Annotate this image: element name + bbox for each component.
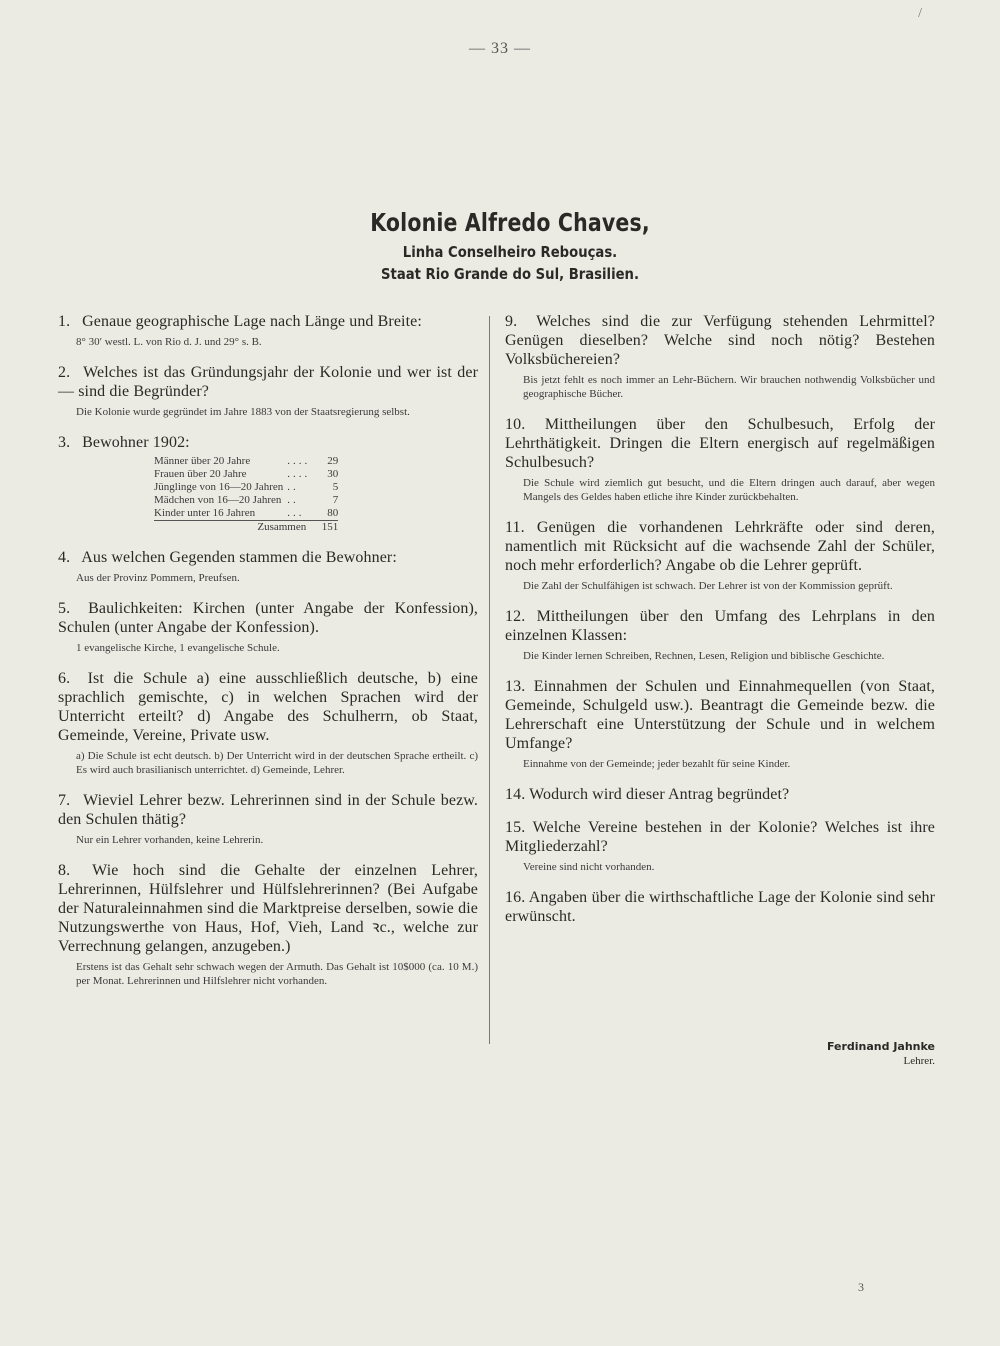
question-1 xyxy=(58,312,478,349)
row-dots: ... xyxy=(287,507,305,519)
question-11 xyxy=(505,518,935,593)
right-column xyxy=(505,312,935,940)
table-row xyxy=(154,481,338,494)
row-value: 5 xyxy=(332,481,339,493)
question-text: Einnahmen der Schulen und Einnahmequellen (von Staat, Gemeinde, Schulgeld usw.). Beantragt die Gemeinde bezw. die Lehrerschaft eine Unterstützung der Schule und in welchem Umfange? xyxy=(505,678,935,752)
question-9 xyxy=(505,312,935,401)
row-dots: .. xyxy=(287,481,299,493)
total-row xyxy=(154,521,338,535)
row-value: 80 xyxy=(327,507,339,519)
question-7 xyxy=(58,791,478,847)
question-text: Welche Vereine bestehen in der Kolonie? Welches ist ihre Mitgliederzahl? xyxy=(505,819,936,855)
row-dots: .... xyxy=(287,455,311,467)
question-number: 7. xyxy=(58,792,71,809)
question-4 xyxy=(58,548,478,585)
table-row xyxy=(154,494,338,507)
answer-text: Erstens ist das Gehalt sehr schwach wegen der Armuth. Das Gehalt ist 10$000 (ca. 10 M.) per Monat. Lehrerinnen und Hilfslehrer nicht vorhanden. xyxy=(76,961,478,987)
question-number: 13. xyxy=(505,678,526,695)
question-number: 8. xyxy=(58,862,71,879)
question-text: Baulichkeiten: Kirchen (unter Angabe der Konfession), Schulen (unter Angabe der Konfession). xyxy=(58,600,478,636)
page-subtitle-location: Staat Rio Grande do Sul, Brasilien. xyxy=(381,265,639,283)
row-dots: .... xyxy=(287,468,311,480)
question-number: 12. xyxy=(505,608,526,625)
question-10 xyxy=(505,415,935,504)
signature-role: Lehrer. xyxy=(903,1055,935,1067)
question-number: 2. xyxy=(58,364,71,381)
question-number: 4. xyxy=(58,549,71,566)
answer-text: Bis jetzt fehlt es noch immer an Lehr-Büchern. Wir brauchen nothwendig Volksbücher und geographische Bücher. xyxy=(523,374,935,400)
footer-mark: 3 xyxy=(858,1280,864,1294)
row-value: 30 xyxy=(327,468,339,480)
signature-block xyxy=(760,1040,935,1067)
answer-text: a) Die Schule ist echt deutsch. b) Der Unterricht wird in der deutschen Sprache ertheilt. c) Es wird auch brasilianisch unterrichtet. d) Gemeinde, Lehrer. xyxy=(76,750,478,776)
table-row xyxy=(154,455,338,468)
answer-text: Die Kolonie wurde gegründet im Jahre 1883 von der Staatsregierung selbst. xyxy=(76,406,410,418)
question-number: 14. xyxy=(505,786,526,803)
answer-text: Nur ein Lehrer vorhanden, keine Lehrerin. xyxy=(76,834,264,846)
title-block xyxy=(0,208,1000,283)
question-8 xyxy=(58,861,478,988)
page-subtitle: Linha Conselheiro Rebouças. xyxy=(402,243,618,261)
question-number: 15. xyxy=(505,819,526,836)
answer-text: Aus der Provinz Pommern, Preufsen. xyxy=(76,572,240,584)
question-2 xyxy=(58,363,478,419)
row-label: Kinder unter 16 Jahren xyxy=(154,507,256,519)
question-text: Wodurch wird dieser Antrag begründet? xyxy=(529,786,790,803)
table-row xyxy=(154,468,338,481)
question-15 xyxy=(505,818,935,874)
question-16 xyxy=(505,888,935,926)
question-text: Wie hoch sind die Gehalte der einzelnen Lehrer, Lehrerinnen, Hülfslehrer und Hülfslehrerinnen? (Bei Aufgabe der Naturaleinnahmen sind die Marktpreise derselben, sowie die Nutzungswerthe von Haus, Hof, Vieh, Land ꝛc., welche zur Verrechnung gelangen, anzugeben.) xyxy=(58,862,479,955)
question-text: Aus welchen Gegenden stammen die Bewohner: xyxy=(81,549,397,566)
signature-name: Ferdinand Jahnke xyxy=(826,1040,935,1053)
question-12 xyxy=(505,607,935,663)
answer-text: 8° 30′ westl. L. von Rio d. J. und 29° s. B. xyxy=(76,336,262,348)
row-label: Mädchen von 16—20 Jahren xyxy=(154,494,282,506)
question-text: Bewohner 1902: xyxy=(82,434,190,451)
question-text: Welches ist das Gründungsjahr der Kolonie und wer ist der — sind die Begründer? xyxy=(58,364,479,400)
left-column xyxy=(58,312,478,1002)
question-14 xyxy=(505,785,935,804)
question-number: 1. xyxy=(58,313,71,330)
question-number: 6. xyxy=(58,670,71,687)
question-5 xyxy=(58,599,478,655)
corner-mark: / xyxy=(918,6,922,21)
answer-text: 1 evangelische Kirche, 1 evangelische Schule. xyxy=(76,642,280,654)
question-text: Wieviel Lehrer bezw. Lehrerinnen sind in der Schule bezw. den Schulen thätig? xyxy=(58,792,479,828)
question-number: 11. xyxy=(505,519,525,536)
question-13 xyxy=(505,677,935,771)
table-row xyxy=(154,507,338,521)
question-number: 3. xyxy=(58,434,71,451)
population-table xyxy=(154,455,338,534)
question-3 xyxy=(58,433,478,534)
answer-text: Die Schule wird ziemlich gut besucht, und die Eltern dringen auch darauf, aber wegen Mangels des Geldes haben etliche ihre Kinder zurückbehalten. xyxy=(523,477,935,503)
question-number: 10. xyxy=(505,416,526,433)
question-text: Angaben über die wirthschaftliche Lage der Kolonie sind sehr erwünscht. xyxy=(505,889,935,925)
answer-text: Die Zahl der Schulfähigen ist schwach. Der Lehrer ist von der Kommission geprüft. xyxy=(523,580,893,592)
column-divider xyxy=(489,316,490,1044)
row-value: 29 xyxy=(327,455,339,467)
row-value: 7 xyxy=(332,494,339,506)
row-label: Männer über 20 Jahre xyxy=(154,455,251,467)
row-label: Jünglinge von 16—20 Jahren xyxy=(154,481,284,493)
row-label: Frauen über 20 Jahre xyxy=(154,468,247,480)
row-dots: .. xyxy=(287,494,299,506)
answer-text: Vereine sind nicht vorhanden. xyxy=(523,861,655,873)
page-title: Kolonie Alfredo Chaves, xyxy=(370,208,650,237)
question-6 xyxy=(58,669,478,777)
question-number: 5. xyxy=(58,600,71,617)
question-number: 16. xyxy=(505,889,526,906)
question-text: Welches sind die zur Verfügung stehenden Lehrmittel? Genügen dieselben? Welche sind noch nötig? Bestehen Volksbüchereien? xyxy=(505,313,935,368)
page-number: — 33 — xyxy=(469,40,531,57)
total-value: 151 xyxy=(310,521,338,535)
answer-text: Die Kinder lernen Schreiben, Rechnen, Lesen, Religion und biblische Geschichte. xyxy=(523,650,885,662)
question-text: Mittheilungen über den Umfang des Lehrplans in den einzelnen Klassen: xyxy=(505,608,936,644)
question-text: Genaue geographische Lage nach Länge und Breite: xyxy=(82,313,422,330)
question-number: 9. xyxy=(505,313,518,330)
answer-text: Einnahme von der Gemeinde; jeder bezahlt für seine Kinder. xyxy=(523,758,791,770)
total-label: Zusammen xyxy=(154,521,310,535)
question-text: Mittheilungen über den Schulbesuch, Erfolg der Lehrthätigkeit. Dringen die Eltern energisch auf regelmäßigen Schulbesuch? xyxy=(505,416,936,471)
question-text: Ist die Schule a) eine ausschließlich deutsche, b) eine sprachlich gemischte, c) in welchen Sprachen wird der Unterricht erteilt? d) Angabe des Schulherrn, ob Staat, Gemeinde, Vereine, Private usw. xyxy=(58,670,479,744)
question-text: Genügen die vorhandenen Lehrkräfte oder sind deren, namentlich mit Rücksicht auf die wachsende Zahl der Schüler, noch mehr erforderlich? Angabe ob die Lehrer geprüft. xyxy=(505,519,935,574)
